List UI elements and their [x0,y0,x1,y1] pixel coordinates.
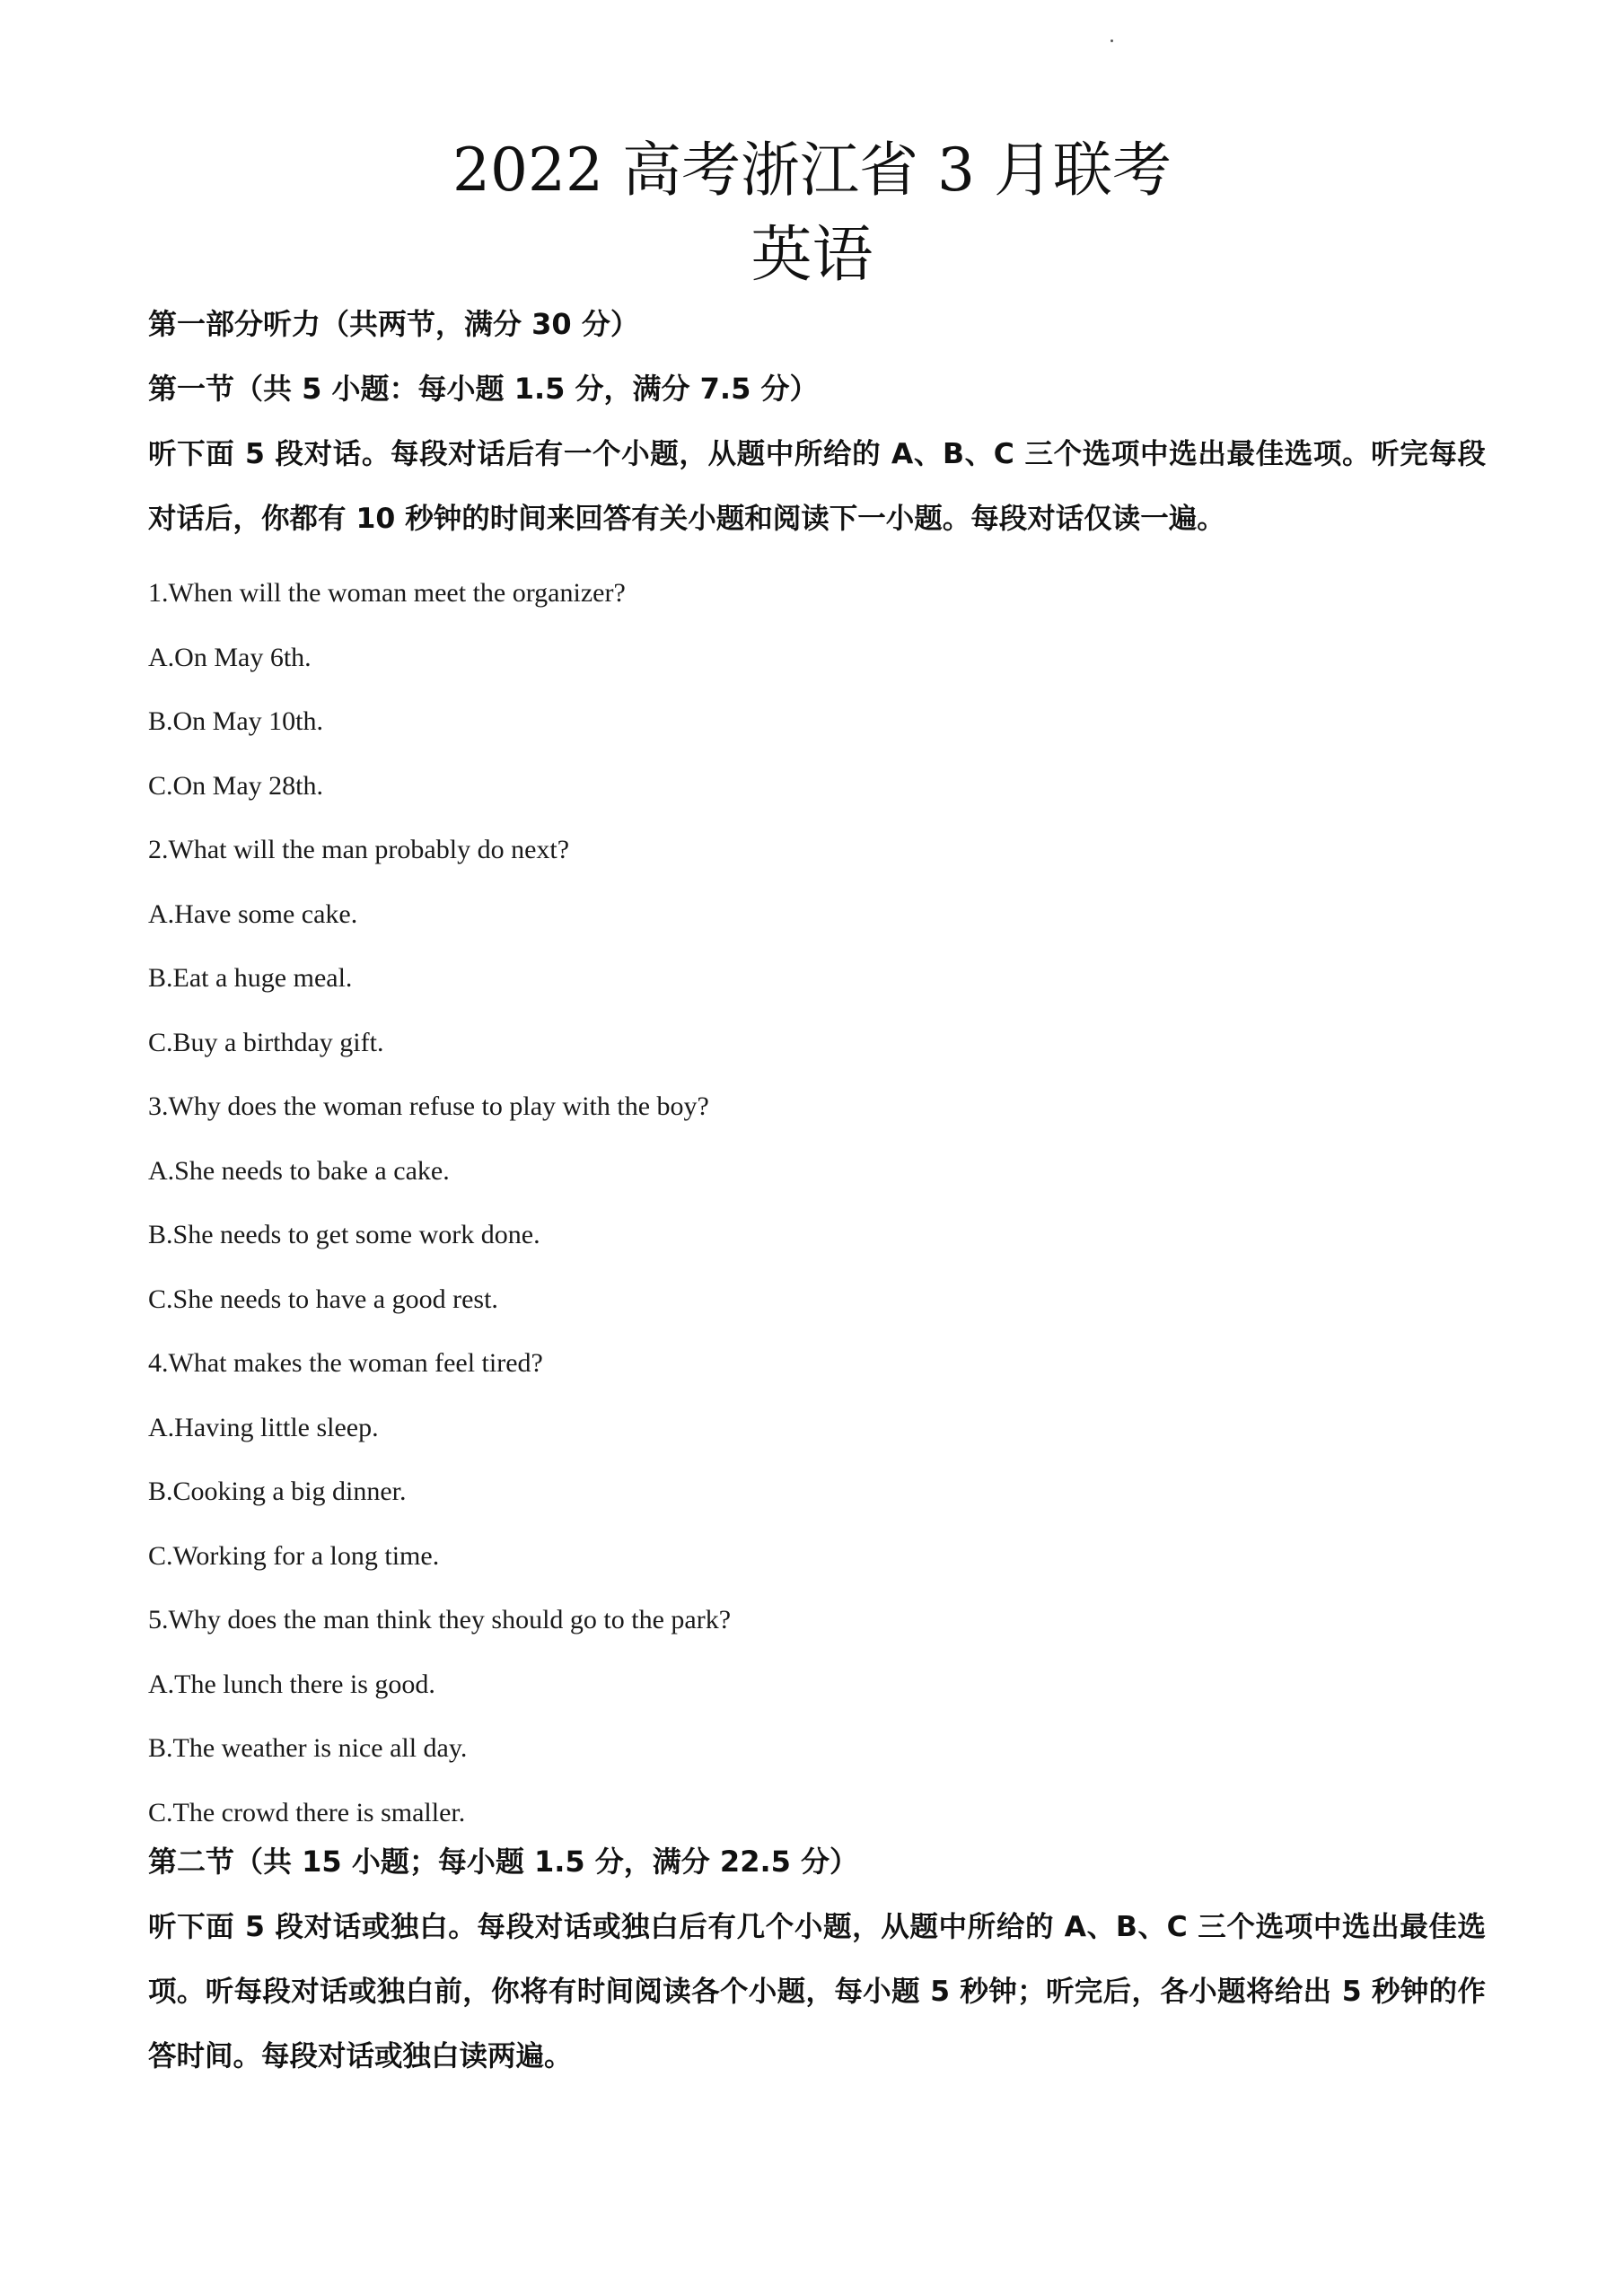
answer-option: C.Working for a long time. [148,1540,440,1571]
exam-title: 2022 高考浙江省 3 月联考 [452,136,1172,205]
answer-option: A.On May 6th. [148,642,312,672]
part-heading: 第一部分听力（共两节，满分 30 分） [148,307,639,341]
answer-option: C.She needs to have a good rest. [148,1284,498,1314]
question-stem: 5.Why does the man think they should go to the park? [148,1605,732,1634]
answer-option: A.The lunch there is good. [148,1669,435,1699]
answer-option: A.Having little sleep. [148,1412,379,1442]
answer-option: B.On May 10th. [148,706,323,736]
answer-option: C.On May 28th. [148,770,323,801]
question-stem: 2.What will the man probably do next? [148,835,570,864]
question-stem: 4.What makes the woman feel tired? [148,1348,543,1378]
answer-option: A.Have some cake. [148,898,358,929]
question-list [148,561,731,1845]
answer-option: B.Cooking a big dinner. [148,1477,407,1506]
question-stem: 3.Why does the woman refuse to play with the boy? [148,1091,709,1121]
answer-option: C.The crowd there is smaller. [148,1797,466,1827]
answer-option: B.She needs to get some work done. [148,1220,540,1249]
answer-option: A.She needs to bake a cake. [148,1155,450,1186]
answer-option: B.The weather is nice all day. [148,1733,468,1763]
section2-instructions: 听下面 5 段对话或独白。每段对话或独白后有几个小题，从题中所给的 A、B、C 三个选项中选出最佳选项。听每段对话或独白前，你将有时间阅读各个小题，每小题 5 秒钟；听完后，各小题将给出 5 秒钟的作答时间。每段对话或独白读两遍。 [148,1911,1486,2073]
section1-instructions: 听下面 5 段对话。每段对话后有一个小题，从题中所给的 A、B、C 三个选项中选出最佳选项。听完每段对话后，你都有 10 秒钟的时间来回答有关小题和阅读下一小题。每段对话仅读一遍。 [148,438,1486,535]
answer-option: C.Buy a birthday gift. [148,1027,384,1057]
question-stem: 1.When will the woman meet the organizer? [148,578,626,608]
exam-subject: 英语 [751,220,873,291]
answer-option: B.Eat a huge meal. [148,963,353,993]
section1-heading: 第一节（共 5 小题：每小题 1.5 分，满分 7.5 分） [148,372,819,406]
section2-heading: 第二节（共 15 小题；每小题 1.5 分，满分 22.5 分） [148,1845,859,1879]
scan-dot [1110,39,1113,42]
